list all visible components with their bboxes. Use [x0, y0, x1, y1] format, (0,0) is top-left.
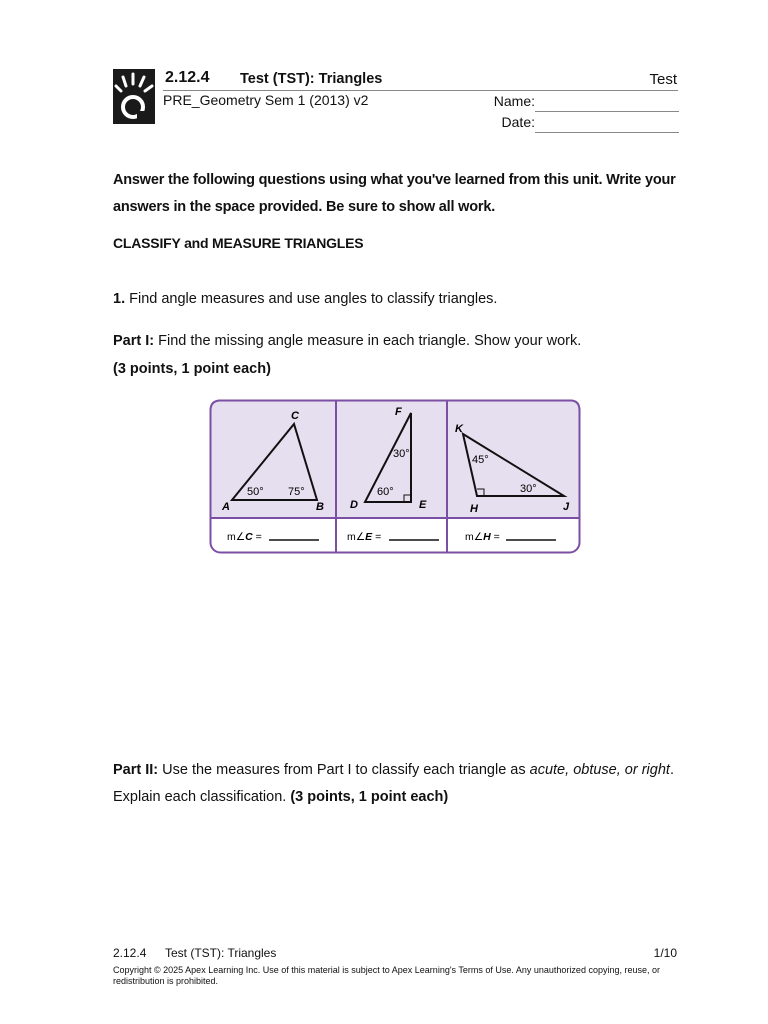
instructions: Answer the following questions using what you've learned from this unit. Write your answers in the space provided. Be sure to show all work. [113, 172, 676, 215]
name-field[interactable] [535, 111, 679, 112]
vertex-label: H [470, 503, 478, 515]
answer-vertex: H [483, 531, 491, 543]
answer-suffix: = [372, 531, 382, 543]
document-type: Test [649, 71, 677, 88]
triangles-figure [209, 399, 582, 556]
lesson-number: 2.12.4 [165, 69, 210, 86]
part-2-prompt [113, 757, 688, 811]
term-acute: acute [529, 762, 566, 778]
part-2-points: (3 points, 1 point each) [290, 789, 449, 805]
date-label: Date: [501, 114, 535, 130]
term-right: right [641, 762, 670, 778]
separator: , [565, 762, 574, 778]
term-obtuse: obtuse [573, 762, 617, 778]
footer-title: Test (TST): Triangles [165, 946, 277, 960]
answer-suffix: = [490, 531, 500, 543]
document-title: Test (TST): Triangles [240, 71, 383, 87]
vertex-label: A [222, 501, 230, 513]
angle-label: 50° [247, 486, 264, 498]
angle-label: 60° [377, 486, 394, 498]
angle-label: 30° [520, 483, 537, 495]
part-2-text: . Explain each classification. [113, 762, 674, 805]
footer-lesson-number: 2.12.4 [113, 946, 147, 960]
copyright-notice: Copyright © 2025 Apex Learning Inc. Use of this material is subject to Apex Learning's Terms of Use. Any unauthorized copying, reuse, or redistribution is prohibited. [113, 965, 660, 986]
part-2-text: Use the measures from Part I to classify each triangle as [158, 762, 530, 778]
answer-suffix: = [252, 531, 262, 543]
angle-label: 30° [393, 448, 410, 460]
question-1 [113, 291, 497, 307]
part-1-prompt [113, 333, 581, 349]
header-divider [163, 90, 678, 91]
apex-logo-icon [113, 69, 155, 124]
page-number: 1/10 [653, 946, 677, 960]
section-title: CLASSIFY and MEASURE TRIANGLES [113, 235, 364, 251]
separator: , or [616, 762, 642, 778]
part-1-text: Find the missing angle measure in each triangle. Show your work. [154, 333, 582, 349]
answer-prompt [347, 531, 381, 543]
answer-prompt [227, 531, 262, 543]
course-name: PRE_Geometry Sem 1 (2013) v2 [163, 92, 369, 108]
vertex-label: J [563, 501, 570, 513]
answer-prompt [465, 531, 500, 543]
vertex-label: E [419, 499, 427, 511]
answer-prefix: m∠ [347, 531, 366, 543]
angle-label: 75° [288, 486, 305, 498]
part-1-points: (3 points, 1 point each) [113, 361, 271, 377]
vertex-label: F [395, 406, 402, 418]
name-label: Name: [493, 93, 535, 109]
part-1-label: Part I: [113, 333, 155, 349]
vertex-label: D [350, 499, 358, 511]
apex-logo [113, 69, 155, 124]
question-number: 1. [113, 291, 126, 307]
angle-label: 45° [472, 454, 489, 466]
answer-vertex: C [245, 531, 253, 543]
answer-vertex: E [365, 531, 373, 543]
date-field[interactable] [535, 132, 679, 133]
vertex-label: K [455, 423, 463, 435]
part-2-label: Part II: [113, 762, 159, 778]
vertex-label: B [316, 501, 324, 513]
answer-prefix: m∠ [465, 531, 484, 543]
answer-prefix: m∠ [227, 531, 246, 543]
vertex-label: C [291, 410, 299, 422]
question-text: Find angle measures and use angles to classify triangles. [125, 291, 498, 307]
